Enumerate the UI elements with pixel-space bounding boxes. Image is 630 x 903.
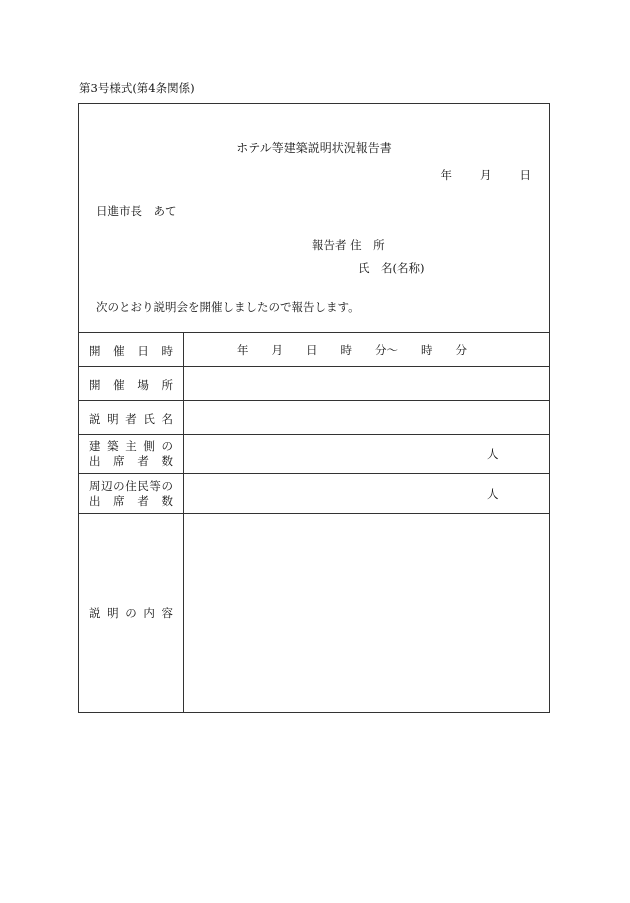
form-reference: 第3号様式(第4条関係) bbox=[79, 81, 195, 95]
row-divider bbox=[79, 473, 549, 474]
date-year-label: 年 bbox=[440, 168, 452, 182]
reporter-address-label: 住 所 bbox=[350, 238, 385, 252]
row-divider bbox=[79, 513, 549, 514]
row-label-builder-attendees-1: 建築主側の bbox=[89, 439, 173, 453]
date-day-label: 日 bbox=[519, 168, 531, 182]
row-label-resident-attendees-2: 出席者数 bbox=[89, 494, 173, 508]
reporter-address-row bbox=[312, 240, 385, 252]
report-form bbox=[78, 103, 550, 713]
intro-text: 次のとおり説明会を開催しましたので報告します。 bbox=[96, 300, 360, 314]
resident-attendees-unit: 人 bbox=[487, 487, 499, 501]
row-divider bbox=[79, 400, 549, 401]
datetime-field[interactable]: 年 月 日 時 分～ 時 分 bbox=[237, 343, 467, 357]
report-date bbox=[413, 170, 532, 182]
row-label-venue: 開催場所 bbox=[89, 378, 173, 392]
column-divider bbox=[183, 332, 184, 712]
row-label-presenter: 説明者氏名 bbox=[89, 412, 173, 426]
row-divider bbox=[79, 366, 549, 367]
row-label-datetime: 開催日時 bbox=[89, 344, 173, 358]
row-label-builder-attendees-2: 出席者数 bbox=[89, 454, 173, 468]
form-title: ホテル等建築説明状況報告書 bbox=[236, 141, 392, 155]
row-divider bbox=[79, 434, 549, 435]
row-label-resident-attendees-1: 周辺の住民等の bbox=[89, 479, 173, 493]
reporter-role: 報告者 bbox=[312, 238, 347, 252]
addressee: 日進市長 あて bbox=[96, 204, 177, 218]
reporter-name-label: 氏 名(名称) bbox=[358, 261, 425, 275]
builder-attendees-unit: 人 bbox=[487, 447, 499, 461]
date-month-label: 月 bbox=[480, 168, 492, 182]
table-top-border bbox=[79, 332, 549, 333]
row-label-content: 説明の内容 bbox=[89, 606, 173, 620]
